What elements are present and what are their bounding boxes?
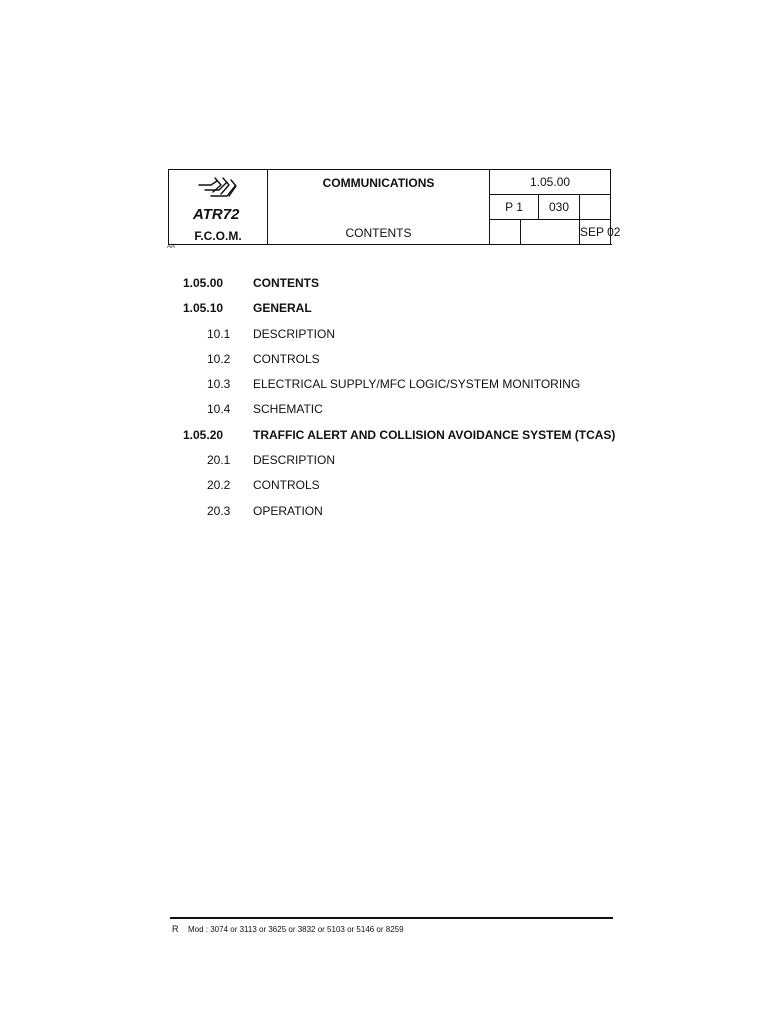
section-title: CONTENTS (345, 226, 412, 240)
contents-row (0, 426, 768, 451)
subsection-number: 10.4 (207, 402, 231, 417)
subsection-number: 20.2 (207, 478, 231, 493)
logo-cell (169, 170, 268, 245)
chapter-title: COMMUNICATIONS (322, 176, 435, 190)
subsection-label: SCHEMATIC (253, 402, 323, 417)
blank-cell (490, 220, 521, 245)
contents-row (0, 350, 768, 375)
contents-row (0, 325, 768, 350)
section-label: CONTENTS (253, 276, 319, 290)
contents-row (0, 400, 768, 425)
contents-row (0, 299, 768, 324)
subsection-label: DESCRIPTION (253, 453, 336, 468)
subsection-number: 20.3 (207, 503, 231, 518)
subsection-label: DESCRIPTION (253, 326, 336, 341)
contents-row (0, 274, 768, 299)
section-label: GENERAL (253, 301, 312, 316)
sequence-number: 030 (539, 195, 580, 220)
blank-cell (580, 195, 611, 220)
contents-list (0, 274, 768, 527)
contents-row (0, 502, 768, 527)
revision-mark: R (172, 924, 179, 934)
page-number: P 1 (490, 195, 539, 220)
reference-number: 1.05.00 (490, 170, 611, 195)
subsection-number: 20.1 (207, 453, 231, 468)
section-number: 1.05.10 (183, 301, 224, 316)
blank-cell (521, 220, 580, 245)
subsection-label: ELECTRICAL SUPPLY/MFC LOGIC/SYSTEM MONITORING (253, 377, 581, 392)
subsection-number: 10.3 (207, 377, 231, 392)
subsection-number: 10.2 (207, 351, 231, 366)
subsection-label: OPERATION (253, 503, 323, 518)
contents-row (0, 451, 768, 476)
contents-row (0, 375, 768, 400)
footer-divider (170, 917, 613, 919)
manual-name: F.C.O.M. (194, 229, 242, 243)
title-cell (268, 170, 490, 245)
subsection-label: CONTROLS (253, 478, 320, 493)
atr-logo-icon (191, 174, 251, 224)
revision-date: SEP 02 (580, 220, 611, 245)
code-tag: AA (167, 244, 176, 250)
subsection-label: CONTROLS (253, 351, 320, 366)
subsection-number: 10.1 (207, 326, 231, 341)
page-header (168, 169, 621, 245)
contents-row (0, 476, 768, 501)
section-number: 1.05.00 (183, 276, 224, 290)
modification-note: Mod : 3074 or 3113 or 3625 or 3832 or 5103 or 5146 or 8259 (188, 925, 404, 934)
logo-wordmark: ATR72 (193, 206, 240, 223)
section-number: 1.05.20 (183, 427, 224, 442)
section-label: TRAFFIC ALERT AND COLLISION AVOIDANCE SYSTEM (TCAS) (253, 427, 616, 442)
